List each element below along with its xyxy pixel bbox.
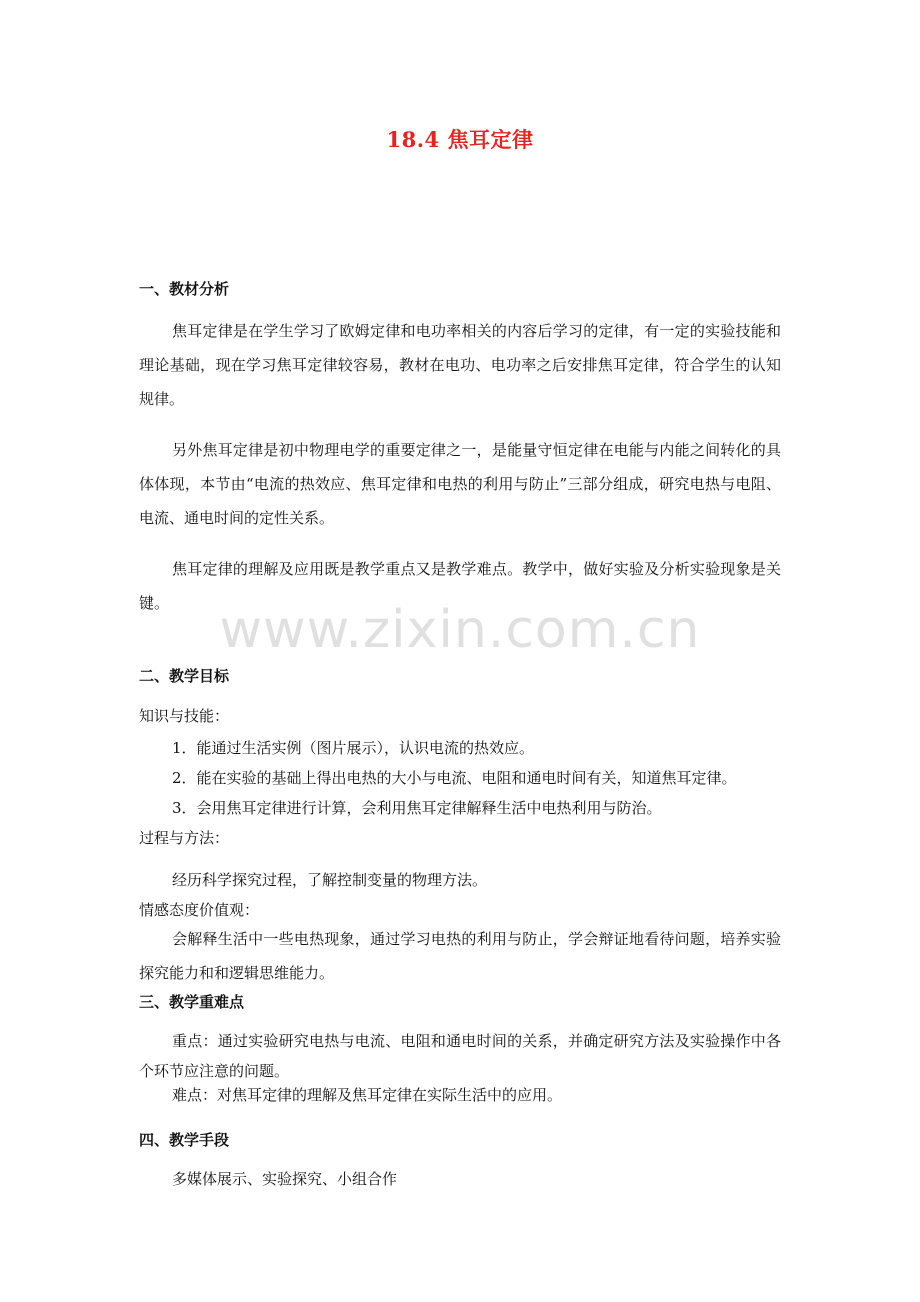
goal-item-3: 3．会用焦耳定律进行计算，会利用焦耳定律解释生活中电热利用与防治。 [172, 799, 662, 817]
paragraph-materials-2: 另外焦耳定律是初中物理电学的重要定律之一，是能量守恒定律在电能与内能之间转化的具体体现，本节由“电流的热效应、焦耳定律和电热的利用与防止”三部分组成，研究电热与电阻、电流、通电时间的定性关系。 [139, 441, 781, 527]
teaching-means-text: 多媒体展示、实验探究、小组合作 [172, 1170, 398, 1188]
knowledge-skills-label: 知识与技能： [139, 707, 230, 725]
goal-item-2: 2．能在实验的基础上得出电热的大小与电流、电阻和通电时间有关，知道焦耳定律。 [172, 769, 737, 787]
attitude-values-text: 会解释生活中一些电热现象，通过学习电热的利用与防止，学会辩证地看待问题，培养实验探究能力和和逻辑思维能力。 [139, 930, 781, 982]
watermark: www.zixin.com.cn [219, 600, 701, 660]
section-heading-key-points: 三、教学重难点 [139, 993, 245, 1011]
page-title: 18.4 焦耳定律 [386, 127, 534, 152]
paragraph-materials-1: 焦耳定律是在学生学习了欧姆定律和电功率相关的内容后学习的定律，有一定的实验技能和理论基础，现在学习焦耳定律较容易，教材在电功、电功率之后安排焦耳定律，符合学生的认知规律。 [139, 322, 781, 408]
section-heading-teaching-means: 四、教学手段 [139, 1131, 230, 1149]
key-point-text: 重点：通过实验研究电热与电流、电阻和通电时间的关系，并确定研究方法及实验操作中各个环节应注意的问题。 [139, 1032, 781, 1080]
process-method-text: 经历科学探究过程，了解控制变量的物理方法。 [172, 871, 488, 889]
section-heading-materials-analysis: 一、教材分析 [139, 280, 230, 298]
attitude-values-label: 情感态度价值观： [139, 901, 260, 919]
paragraph-materials-3: 焦耳定律的理解及应用既是教学重点又是教学难点。教学中，做好实验及分析实验现象是关键。 [139, 560, 781, 612]
difficult-point-text: 难点：对焦耳定律的理解及焦耳定律在实际生活中的应用。 [172, 1086, 563, 1104]
process-method-label: 过程与方法： [139, 829, 230, 847]
goal-item-1: 1．能通过生活实例（图片展示），认识电流的热效应。 [172, 739, 535, 757]
section-heading-teaching-goals: 二、教学目标 [139, 667, 230, 685]
